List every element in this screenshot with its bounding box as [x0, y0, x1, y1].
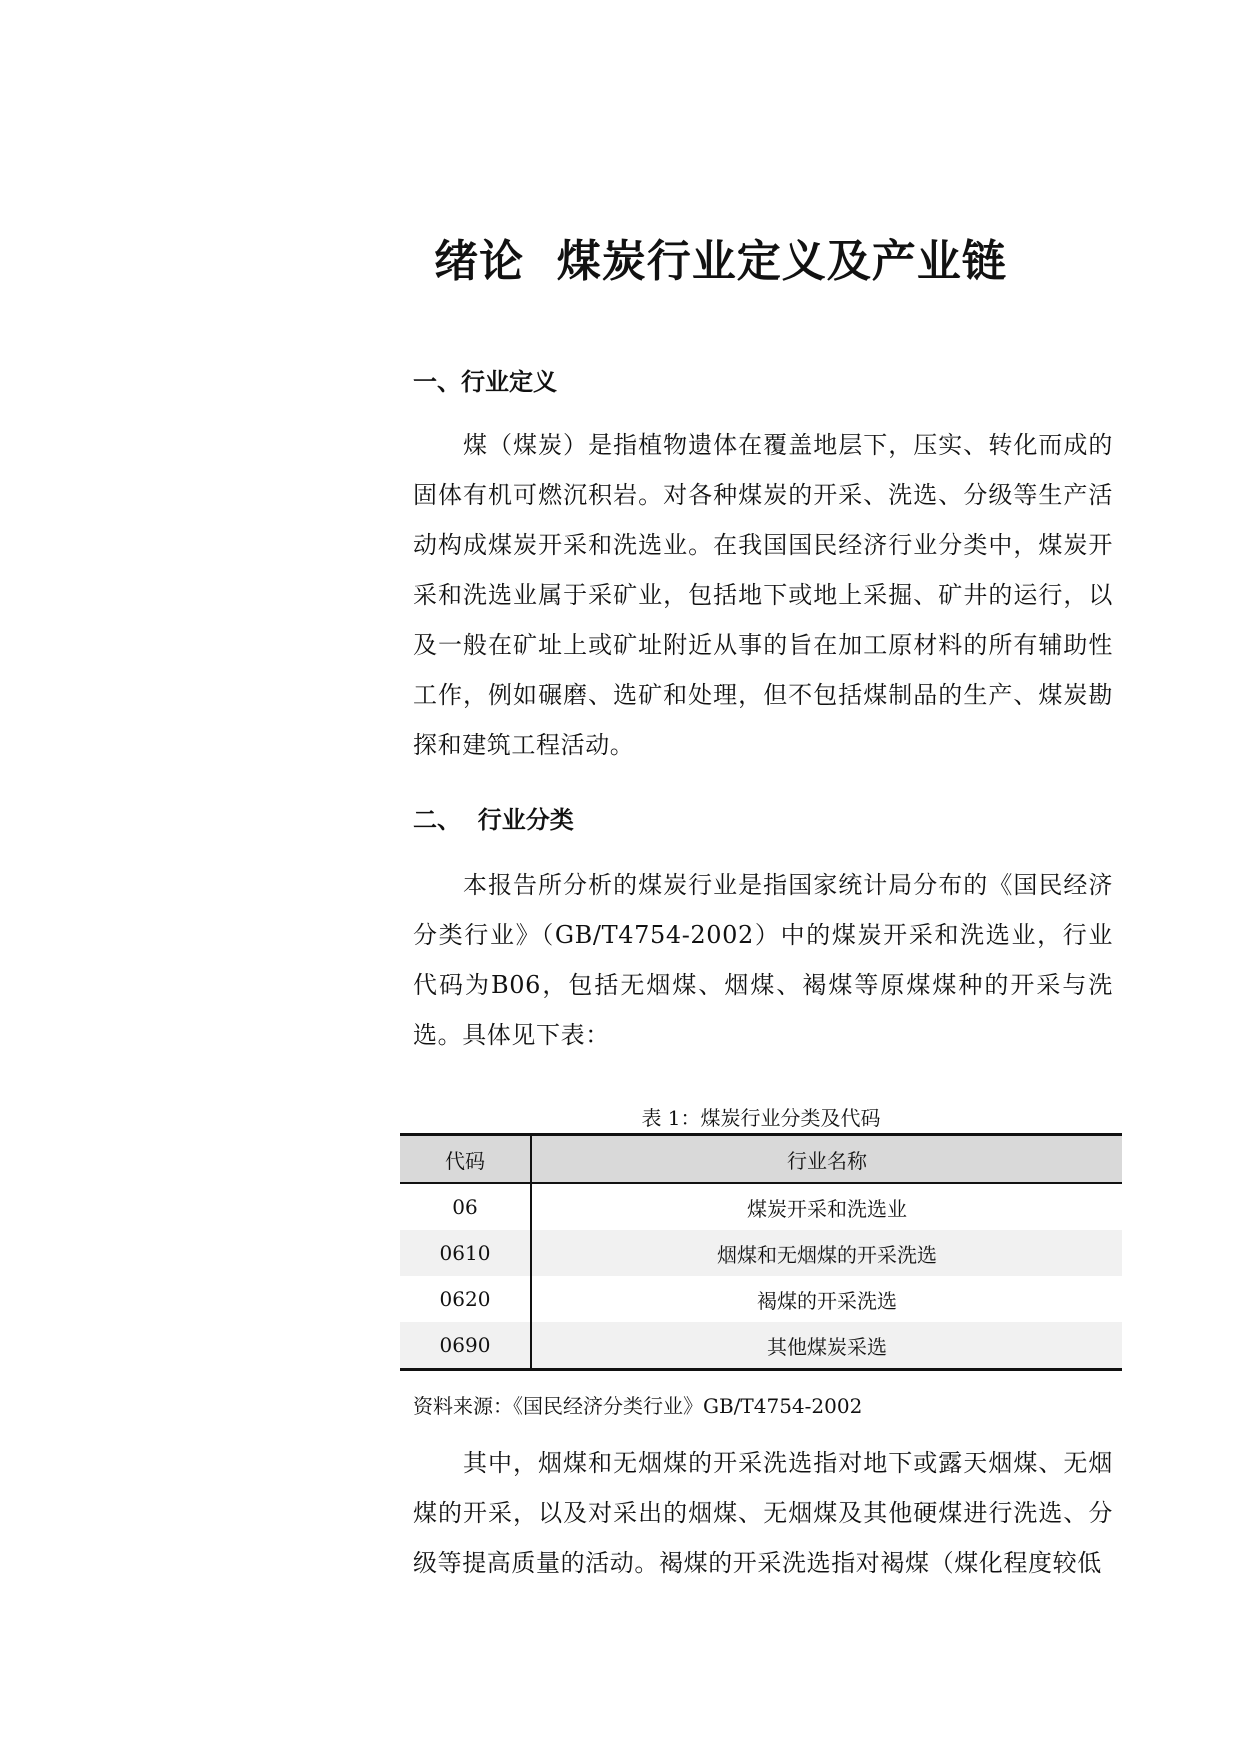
table-row [400, 1230, 1122, 1276]
table-cell-industry-name: 煤炭开采和洗选业 [747, 1196, 907, 1221]
paragraph-classification: 本报告所分析的煤炭行业是指国家统计局分布的《国民经济分类行业》（GB/T4754-2002）中的煤炭开采和洗选业，行业代码为B06，包括无烟煤、烟煤、褐煤等原煤煤种的开采与洗选。具体见下表： [413, 871, 1113, 1049]
table-row [400, 1322, 1122, 1370]
table-cell-industry-name: 其他煤炭采选 [531, 1322, 1122, 1370]
table-cell-industry-name: 褐煤的开采洗选 [757, 1288, 897, 1313]
table-caption: 表 1：煤炭行业分类及代码 [641, 1106, 881, 1130]
table-row [400, 1276, 1122, 1322]
page-title: 绪论 煤炭行业定义及产业链 [434, 236, 1007, 287]
table-header-code: 代码 [400, 1135, 531, 1184]
industry-code-table [400, 1133, 1122, 1371]
paragraph-closing: 其中，烟煤和无烟煤的开采洗选指对地下或露天烟煤、无烟煤的开采，以及对采出的烟煤、无烟煤及其他硬煤进行洗选、分级等提高质量的活动。褐煤的开采洗选指对褐煤（煤化程度较低 [413, 1449, 1113, 1577]
paragraph-definition: 煤（煤炭）是指植物遗体在覆盖地层下，压实、转化而成的固体有机可燃沉积岩。对各种煤炭的开采、洗选、分级等生产活动构成煤炭开采和洗选业。在我国国民经济行业分类中，煤炭开采和洗选业属于采矿业，包括地下或地上采掘、矿井的运行，以及一般在矿址上或矿址附近从事的旨在加工原材料的所有辅助性工作，例如碾磨、选矿和处理，但不包括煤制品的生产、煤炭勘探和建筑工程活动。 [413, 431, 1113, 759]
section-heading-classification: 二、 行业分类 [413, 806, 574, 834]
table-cell-code: 0690 [400, 1322, 531, 1370]
table-row [400, 1183, 1122, 1230]
table-source-note: 资料来源：《国民经济分类行业》GB/T4754-2002 [413, 1394, 863, 1418]
section-heading-definition: 一、行业定义 [413, 368, 557, 396]
table-cell-code: 06 [400, 1183, 531, 1230]
table-cell-code: 0610 [400, 1230, 531, 1276]
table-cell-industry-name: 烟煤和无烟煤的开采洗选 [531, 1230, 1122, 1276]
table-header-industry-name: 行业名称 [531, 1135, 1122, 1184]
table-header-row [400, 1135, 1122, 1184]
table-cell-code: 0620 [400, 1276, 531, 1322]
